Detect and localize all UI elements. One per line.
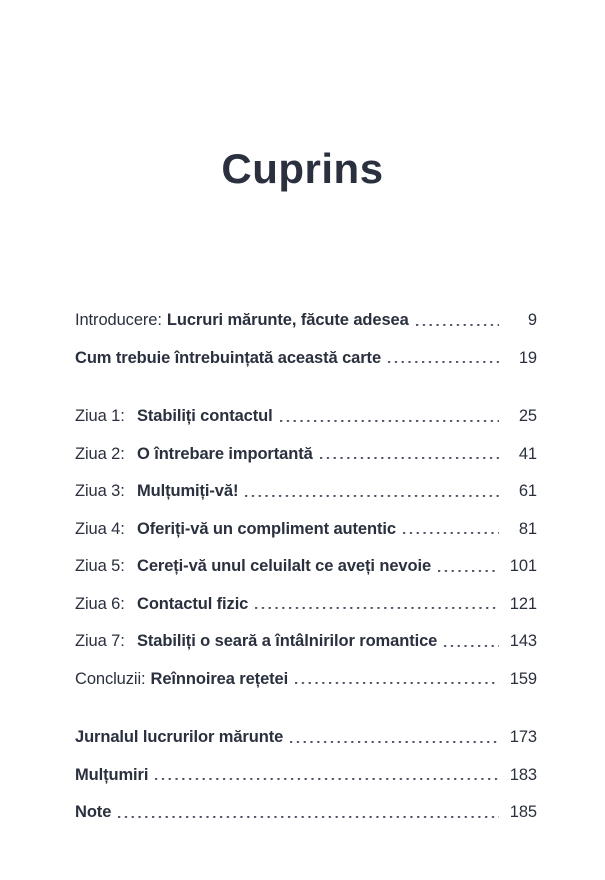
toc-entry-prefix: Ziua 4:	[75, 519, 125, 538]
toc-entry-title: O întrebare importantă	[137, 444, 313, 463]
toc-entry	[75, 623, 537, 661]
toc-group	[75, 302, 537, 377]
toc-entry-title: Mulțumiți-vă!	[137, 482, 239, 500]
toc-entry-page-number: 41	[518, 444, 537, 463]
toc-entry-page-number: 25	[518, 407, 537, 425]
toc-entry-prefix: Ziua 3:	[75, 482, 125, 500]
table-of-contents	[75, 302, 537, 832]
toc-entry-page-number: 121	[509, 594, 537, 613]
dot-leader	[255, 586, 499, 624]
toc-entry-page-number: 159	[509, 669, 537, 688]
toc-entry-prefix: Introducere:	[75, 311, 162, 329]
toc-entry-title: Reînnoirea rețetei	[150, 669, 289, 688]
dot-leader	[290, 719, 499, 757]
dot-leader	[438, 548, 499, 586]
dot-leader	[280, 398, 499, 436]
toc-entry	[75, 302, 537, 340]
toc-group	[75, 398, 537, 698]
toc-entry	[75, 757, 537, 795]
dot-leader	[295, 661, 499, 699]
toc-entry-title: Stabiliți o seară a întâlnirilor romantice	[137, 632, 438, 650]
dot-leader	[388, 340, 499, 378]
page-title: Cuprins	[221, 145, 384, 192]
toc-entry	[75, 398, 537, 436]
toc-entry-title: Jurnalul lucrurilor mărunte	[75, 728, 284, 746]
toc-entry	[75, 511, 537, 549]
toc-entry	[75, 794, 537, 832]
toc-entry-title: Cum trebuie întrebuințată această carte	[75, 348, 382, 367]
dot-leader	[444, 623, 499, 661]
dot-leader	[416, 302, 499, 340]
toc-entry-page-number: 101	[509, 557, 537, 575]
toc-group	[75, 719, 537, 832]
dot-leader	[320, 436, 499, 474]
toc-entry	[75, 473, 537, 511]
toc-entry	[75, 586, 537, 624]
toc-entry-prefix: Concluzii:	[75, 669, 146, 688]
toc-entry	[75, 719, 537, 757]
toc-entry	[75, 661, 537, 699]
toc-entry-page-number: 143	[509, 632, 537, 650]
toc-entry-prefix: Ziua 2:	[75, 444, 125, 463]
toc-entry	[75, 548, 537, 586]
toc-entry-page-number: 9	[527, 311, 537, 329]
toc-entry-title: Cereți-vă unul celuilalt ce aveți nevoie	[137, 557, 432, 575]
toc-entry-prefix: Ziua 5:	[75, 557, 125, 575]
toc-entry-page-number: 61	[518, 482, 537, 500]
toc-entry-page-number: 183	[509, 765, 537, 784]
toc-entry-page-number: 81	[518, 519, 537, 538]
toc-entry-title: Lucruri mărunte, făcute adesea	[166, 311, 409, 329]
toc-entry-title: Contactul fizic	[137, 594, 249, 613]
toc-entry-prefix: Ziua 1:	[75, 407, 125, 425]
toc-entry	[75, 340, 537, 378]
toc-entry-title: Oferiți-vă un compliment autentic	[137, 519, 396, 538]
toc-entry-page-number: 173	[509, 728, 537, 746]
toc-entry-page-number: 185	[509, 803, 537, 821]
toc-entry-page-number: 19	[518, 348, 537, 367]
dot-leader	[245, 473, 499, 511]
toc-entry-title: Note	[75, 803, 112, 821]
toc-entry-title: Mulțumiri	[75, 765, 149, 784]
dot-leader	[118, 794, 499, 832]
toc-entry	[75, 436, 537, 474]
toc-entry-prefix: Ziua 7:	[75, 632, 125, 650]
toc-entry-title: Stabiliți contactul	[137, 407, 273, 425]
toc-entry-prefix: Ziua 6:	[75, 594, 125, 613]
dot-leader	[403, 511, 499, 549]
dot-leader	[155, 757, 499, 795]
